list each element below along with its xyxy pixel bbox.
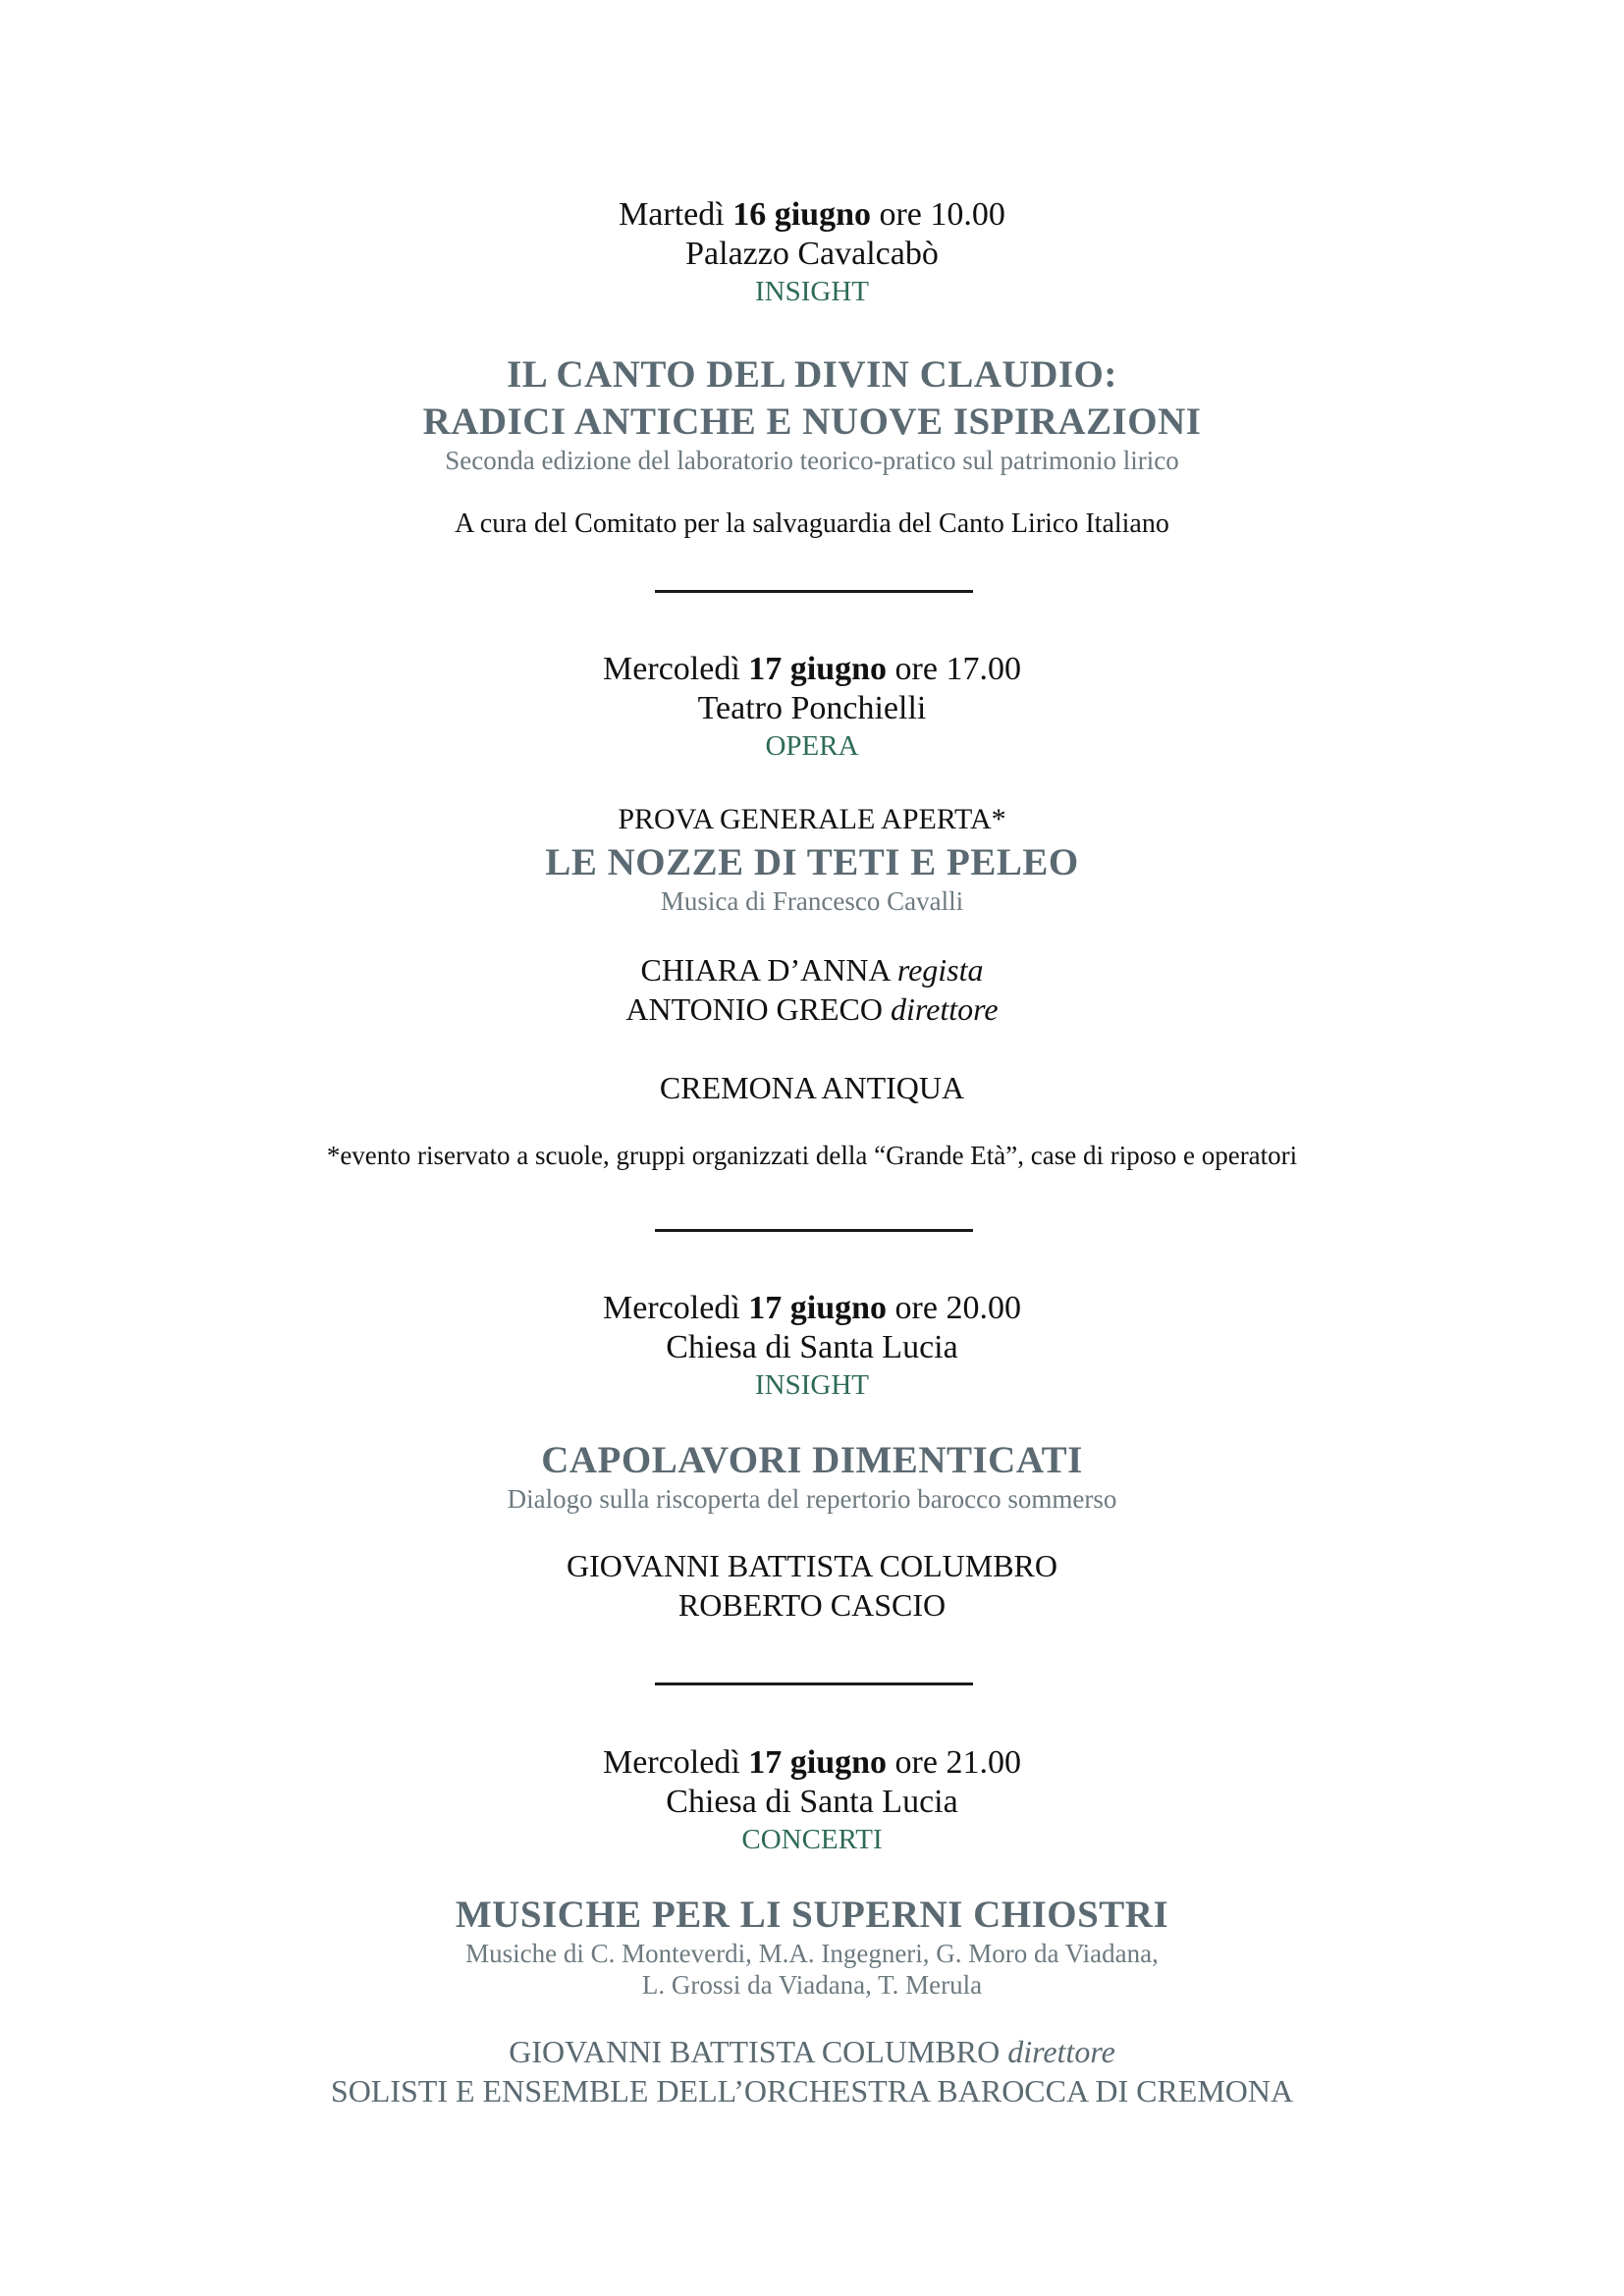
event-2-date: Mercoledì 17 giugno ore 17.00 [603,651,1021,687]
event-3-speaker-2: ROBERTO CASCIO [677,1587,947,1623]
event-4-subtitle-line-1: Musiche di C. Monteverdi, M.A. Ingegneri, G. Moro da Viadana, [465,1939,1159,1968]
event-1-venue: Palazzo Cavalcabò [685,236,939,272]
event-1-category: INSIGHT [755,276,869,307]
event-4-credit-1: GIOVANNI BATTISTA COLUMBRO direttore [509,2034,1115,2069]
event-1-curator: A cura del Comitato per la salvaguardia del Canto Lirico Italiano [455,508,1169,539]
event-2-title: LE NOZZE DI TETI E PELEO [545,841,1079,883]
event-4-title: MUSICHE PER LI SUPERNI CHIOSTRI [455,1894,1169,1936]
event-2-credit-1: CHIARA D’ANNA regista [640,952,984,988]
event-3-date: Mercoledì 17 giugno ore 20.00 [603,1290,1021,1326]
event-2-credit-2: ANTONIO GRECO direttore [625,991,999,1027]
event-2-pretitle: PROVA GENERALE APERTA* [618,803,1006,835]
event-4-performers: SOLISTI E ENSEMBLE DELL’ORCHESTRA BAROCCA DI CREMONA [330,2073,1294,2109]
event-4-date: Mercoledì 17 giugno ore 21.00 [603,1744,1021,1781]
separator-3 [655,1682,973,1685]
event-4-category: CONCERTI [741,1824,883,1855]
event-2-note: *evento riservato a scuole, gruppi organizzati della “Grande Età”, case di riposo e operatori [326,1141,1298,1170]
event-1-title-line-1: IL CANTO DEL DIVIN CLAUDIO: [507,353,1117,396]
event-2-ensemble: CREMONA ANTIQUA [659,1070,965,1105]
event-3-subtitle: Dialogo sulla riscoperta del repertorio barocco sommerso [507,1484,1117,1514]
event-3-category: INSIGHT [755,1369,869,1401]
event-1-date: Martedì 16 giugno ore 10.00 [619,196,1005,233]
event-3-speaker-1: GIOVANNI BATTISTA COLUMBRO [567,1548,1057,1583]
event-4-venue: Chiesa di Santa Lucia [666,1784,958,1820]
event-2-subtitle: Musica di Francesco Cavalli [660,886,964,916]
event-1-title-line-2: RADICI ANTICHE E NUOVE ISPIRAZIONI [422,400,1202,443]
event-2-venue: Teatro Ponchielli [697,690,927,726]
separator-1 [655,590,973,593]
event-1-subtitle: Seconda edizione del laboratorio teorico-pratico sul patrimonio lirico [445,446,1179,475]
event-3-title: CAPOLAVORI DIMENTICATI [541,1439,1083,1481]
separator-2 [655,1229,973,1232]
event-2-category: OPERA [765,730,859,762]
event-3-venue: Chiesa di Santa Lucia [666,1329,958,1365]
event-4-subtitle-line-2: L. Grossi da Viadana, T. Merula [641,1970,983,2000]
